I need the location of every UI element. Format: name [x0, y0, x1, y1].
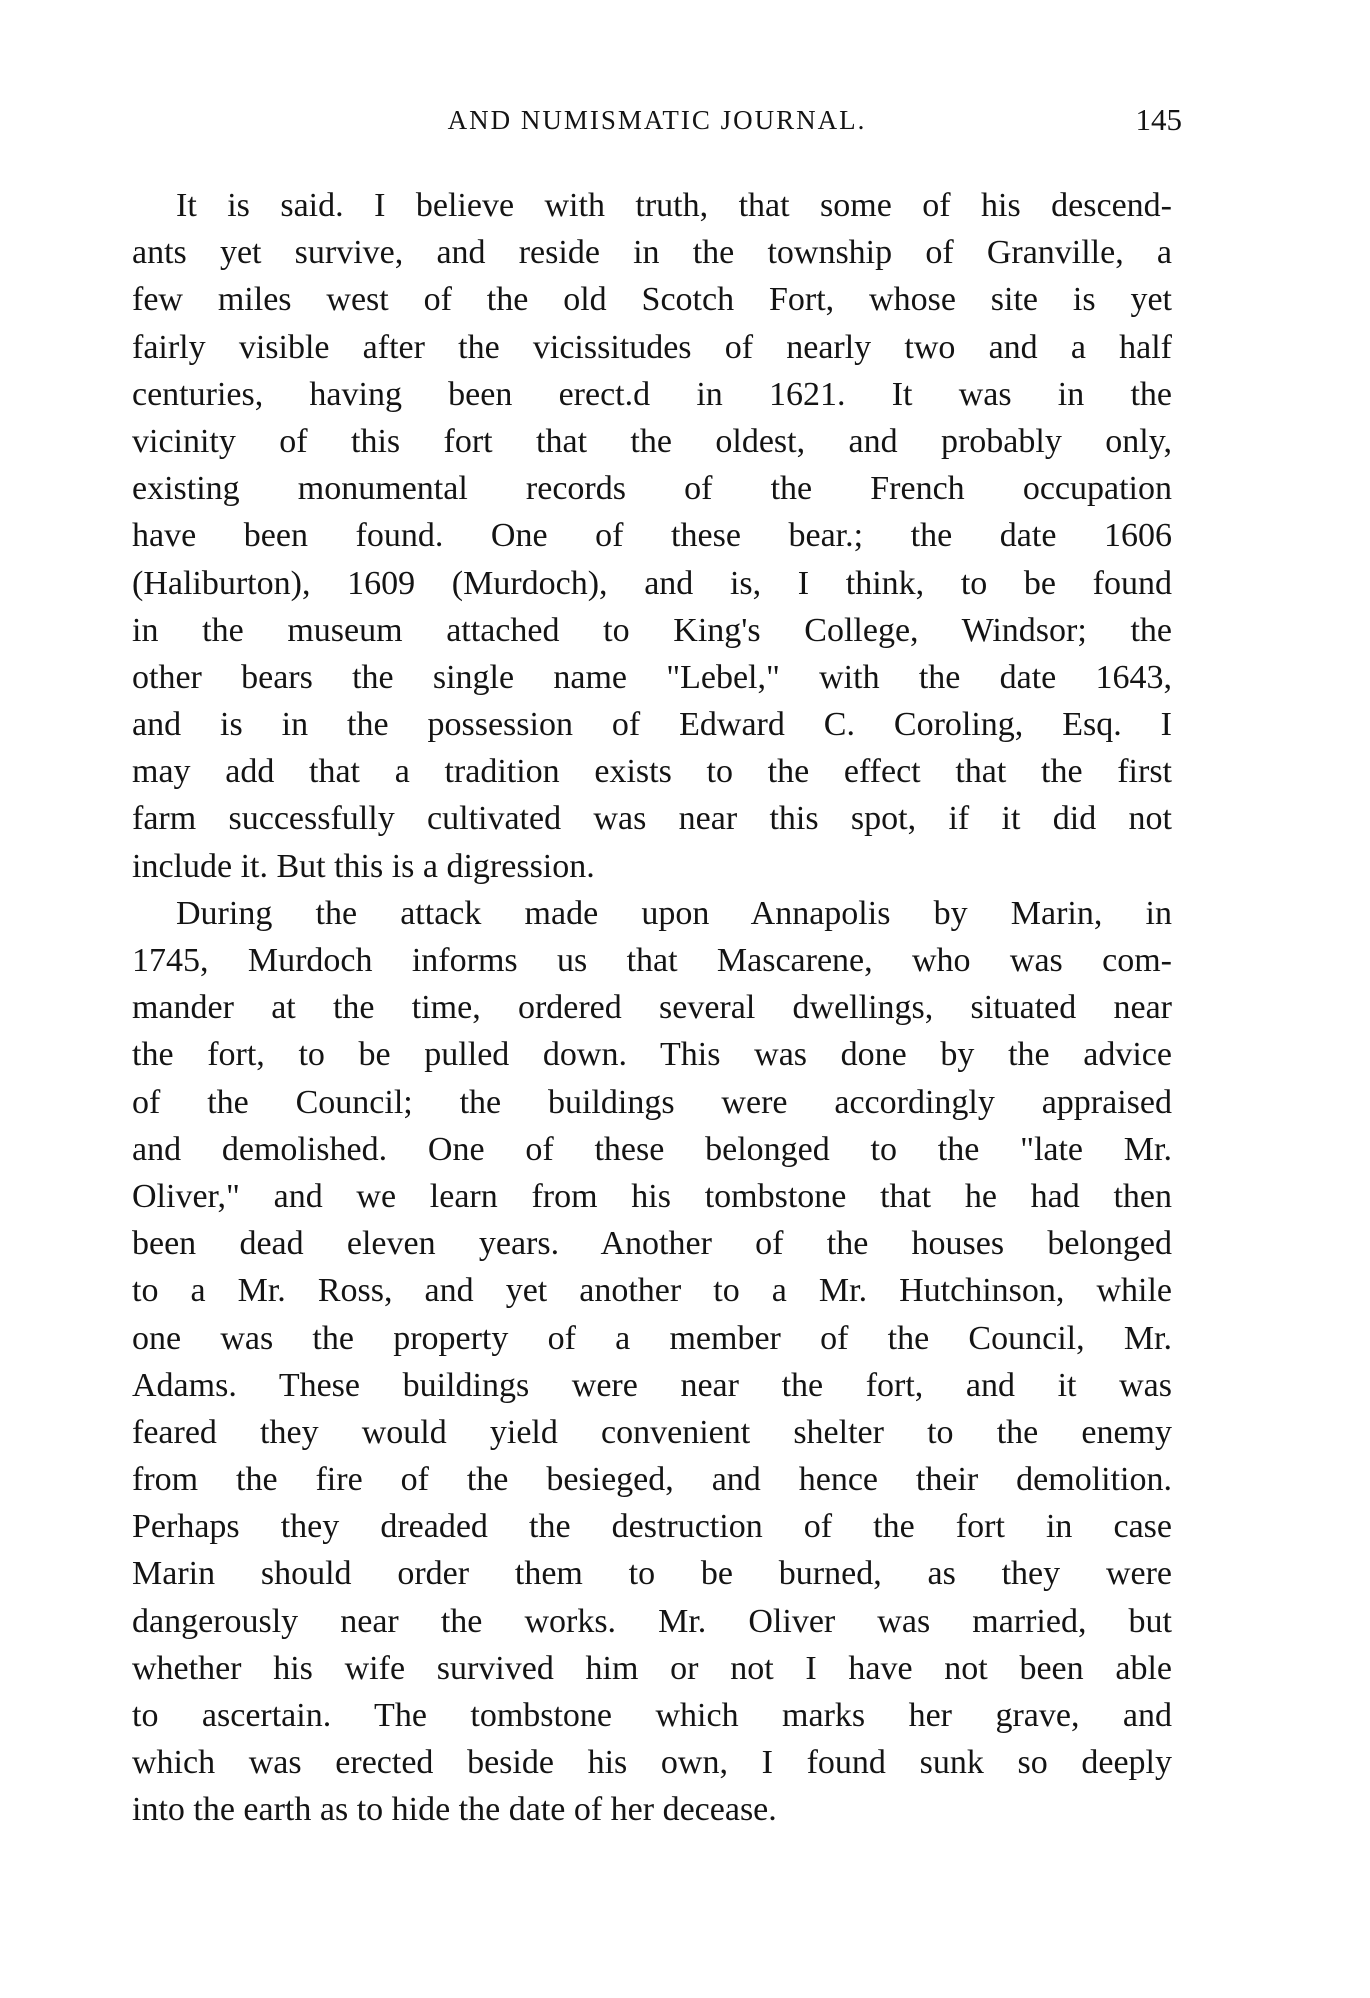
- text-line: whether his wife survived him or not I have not been able: [132, 1649, 1172, 1687]
- paragraph: [132, 890, 1172, 1834]
- text-line: in the museum attached to King's College, Windsor; the: [132, 611, 1172, 649]
- running-title: AND NUMISMATIC JOURNAL.: [447, 105, 867, 135]
- text-line: farm successfully cultivated was near this spot, if it did not: [132, 800, 1172, 838]
- text-line: and demolished. One of these belonged to the "late Mr.: [132, 1130, 1172, 1168]
- text-line: During the attack made upon Annapolis by Marin, in: [176, 894, 1172, 932]
- text-line: Oliver," and we learn from his tombstone that he had then: [132, 1177, 1172, 1215]
- text-line: centuries, having been erect.d in 1621. It was in the: [132, 375, 1172, 413]
- text-line: feared they would yield convenient shelter to the enemy: [132, 1413, 1172, 1451]
- text-line: mander at the time, ordered several dwellings, situated near: [132, 989, 1172, 1027]
- body-text: [132, 182, 1172, 1834]
- text-line: ants yet survive, and reside in the township of Granville, a: [132, 234, 1172, 272]
- text-line: few miles west of the old Scotch Fort, whose site is yet: [132, 281, 1172, 319]
- text-line: to ascertain. The tombstone which marks her grave, and: [132, 1697, 1172, 1734]
- text-line: Adams. These buildings were near the fort, and it was: [132, 1366, 1172, 1404]
- page-number: 145: [1135, 102, 1182, 137]
- text-line: of the Council; the buildings were accordingly appraised: [132, 1083, 1172, 1121]
- text-line: existing monumental records of the French occupation: [132, 470, 1172, 508]
- text-line: have been found. One of these bear.; the date 1606: [132, 517, 1172, 555]
- text-line: other bears the single name "Lebel," with the date 1643,: [132, 658, 1172, 696]
- text-line: Perhaps they dreaded the destruction of the fort in case: [132, 1508, 1172, 1546]
- text-line: one was the property of a member of the Council, Mr.: [132, 1319, 1172, 1357]
- text-line: which was erected beside his own, I found sunk so deeply: [132, 1744, 1172, 1782]
- text-line: vicinity of this fort that the oldest, and probably only,: [132, 422, 1172, 460]
- running-head: [132, 100, 1182, 140]
- paragraph: [132, 182, 1172, 890]
- text-line: the fort, to be pulled down. This was done by the advice: [132, 1036, 1172, 1074]
- text-line: been dead eleven years. Another of the houses belonged: [132, 1225, 1172, 1263]
- text-line: into the earth as to hide the date of her decease.: [132, 1791, 777, 1829]
- text-line: dangerously near the works. Mr. Oliver was married, but: [132, 1602, 1172, 1640]
- text-line: 1745, Murdoch informs us that Mascarene, who was com-: [132, 942, 1172, 979]
- text-line: fairly visible after the vicissitudes of nearly two and a half: [132, 328, 1172, 366]
- text-line: from the fire of the besieged, and hence their demolition.: [132, 1461, 1172, 1499]
- text-line: include it. But this is a digression.: [132, 847, 595, 885]
- text-line: and is in the possession of Edward C. Coroling, Esq. I: [132, 706, 1172, 744]
- text-line: (Haliburton), 1609 (Murdoch), and is, I think, to be found: [132, 564, 1172, 602]
- text-line: It is said. I believe with truth, that some of his descend-: [176, 187, 1172, 224]
- text-line: Marin should order them to be burned, as they were: [132, 1555, 1172, 1593]
- text-line: may add that a tradition exists to the effect that the first: [132, 753, 1172, 791]
- text-line: to a Mr. Ross, and yet another to a Mr. Hutchinson, while: [132, 1272, 1172, 1310]
